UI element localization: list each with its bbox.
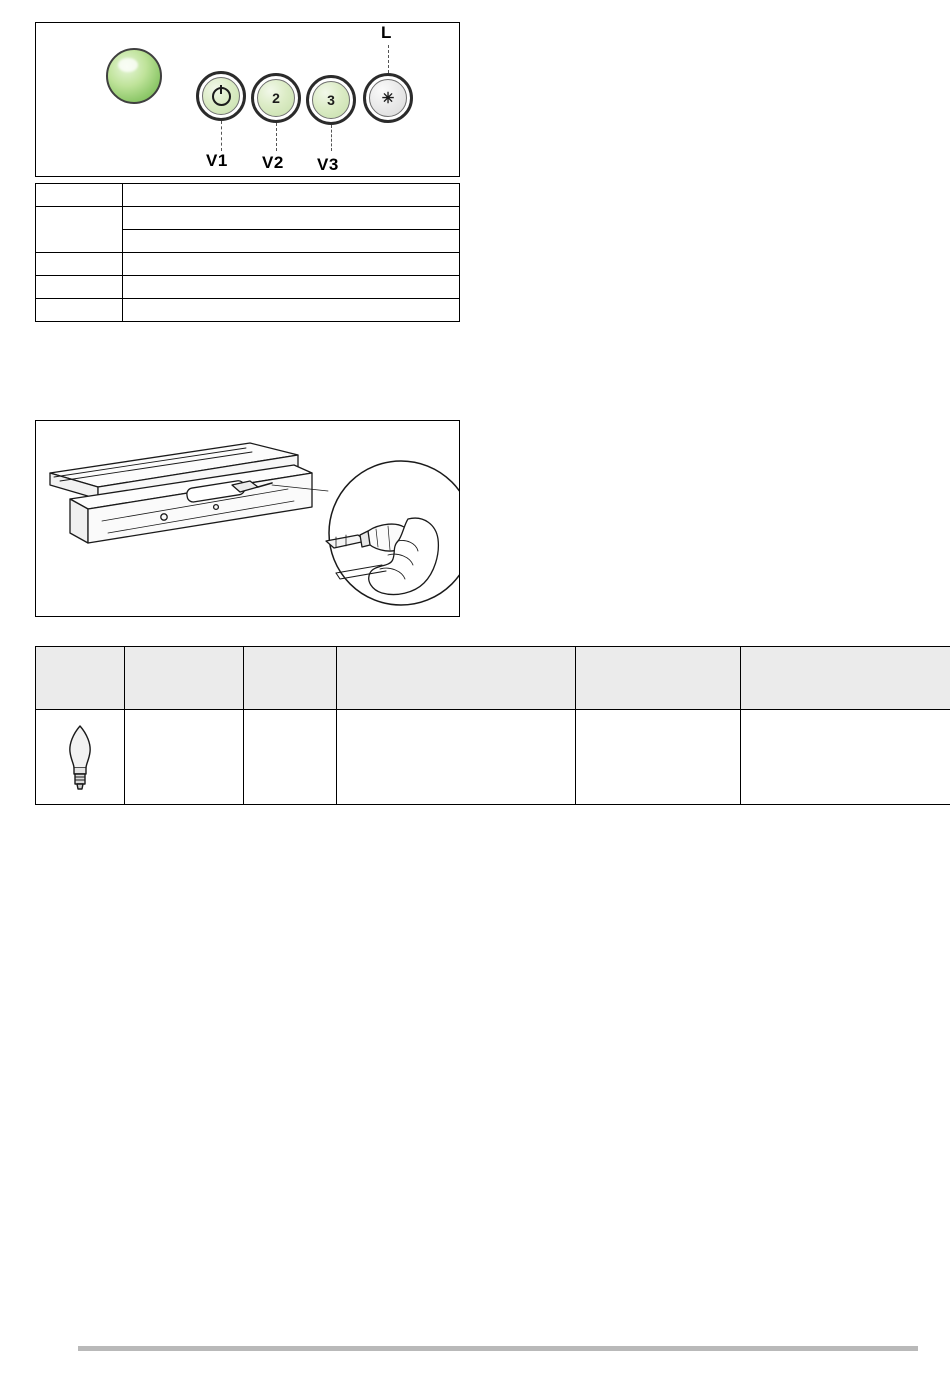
- legend-value: [123, 253, 460, 276]
- footer-divider: [78, 1346, 918, 1351]
- control-panel-figure: [35, 22, 460, 177]
- power-icon: [212, 87, 231, 106]
- green-indicator-lamp: [106, 48, 162, 104]
- table-row: [36, 253, 460, 276]
- lamp-cell-2: [125, 710, 244, 805]
- light-icon: ✳: [381, 89, 395, 107]
- callout-label-v1: V1: [206, 151, 228, 170]
- button-v3-speed3[interactable]: [306, 75, 356, 125]
- callout-label-v3: V3: [317, 155, 339, 174]
- button-v3-face: 3: [312, 81, 350, 119]
- table-row: [36, 184, 460, 207]
- candle-bulb-icon: [43, 714, 117, 798]
- button-v1-speed1[interactable]: [196, 71, 246, 121]
- callout-label-v2: V2: [262, 153, 284, 172]
- bulb-icon-cell: [36, 710, 125, 805]
- legend-value: [123, 184, 460, 207]
- table-row: [36, 207, 460, 230]
- leader-line-light: [388, 45, 389, 73]
- leader-line-v1: [221, 121, 222, 151]
- column-header-4: [337, 647, 576, 710]
- legend-value: [123, 207, 460, 230]
- lamp-cell-3: [244, 710, 337, 805]
- legend-key: [36, 299, 123, 322]
- table-row: [36, 276, 460, 299]
- lamp-cell-4: [337, 710, 576, 805]
- table-header-row: [36, 647, 950, 710]
- control-legend-table: [35, 183, 460, 322]
- callout-label-l: L: [381, 23, 392, 42]
- button-light[interactable]: [363, 73, 413, 123]
- button-light-face: [369, 79, 407, 117]
- button-v2-face: 2: [257, 79, 295, 117]
- column-header-icon: [36, 647, 125, 710]
- lamp-replacement-figure: [35, 420, 460, 617]
- lamp-cell-6: [741, 710, 950, 805]
- column-header-3: [244, 647, 337, 710]
- column-header-5: [576, 647, 741, 710]
- legend-value: [123, 230, 460, 253]
- legend-key: [36, 207, 123, 253]
- button-v2-speed2[interactable]: [251, 73, 301, 123]
- column-header-2: [125, 647, 244, 710]
- legend-value: [123, 299, 460, 322]
- table-row: [36, 299, 460, 322]
- lamp-cell-5: [576, 710, 741, 805]
- column-header-6: [741, 647, 950, 710]
- lamp-specification-table: [35, 646, 950, 805]
- legend-key: [36, 253, 123, 276]
- lamp-gloss-highlight: [118, 58, 138, 72]
- leader-line-v2: [276, 123, 277, 151]
- button-v1-face: [202, 77, 240, 115]
- leader-line-v3: [331, 125, 332, 151]
- legend-value: [123, 276, 460, 299]
- hood-line-drawing: [36, 421, 459, 616]
- table-row: [36, 710, 950, 805]
- legend-key: [36, 184, 123, 207]
- legend-key: [36, 276, 123, 299]
